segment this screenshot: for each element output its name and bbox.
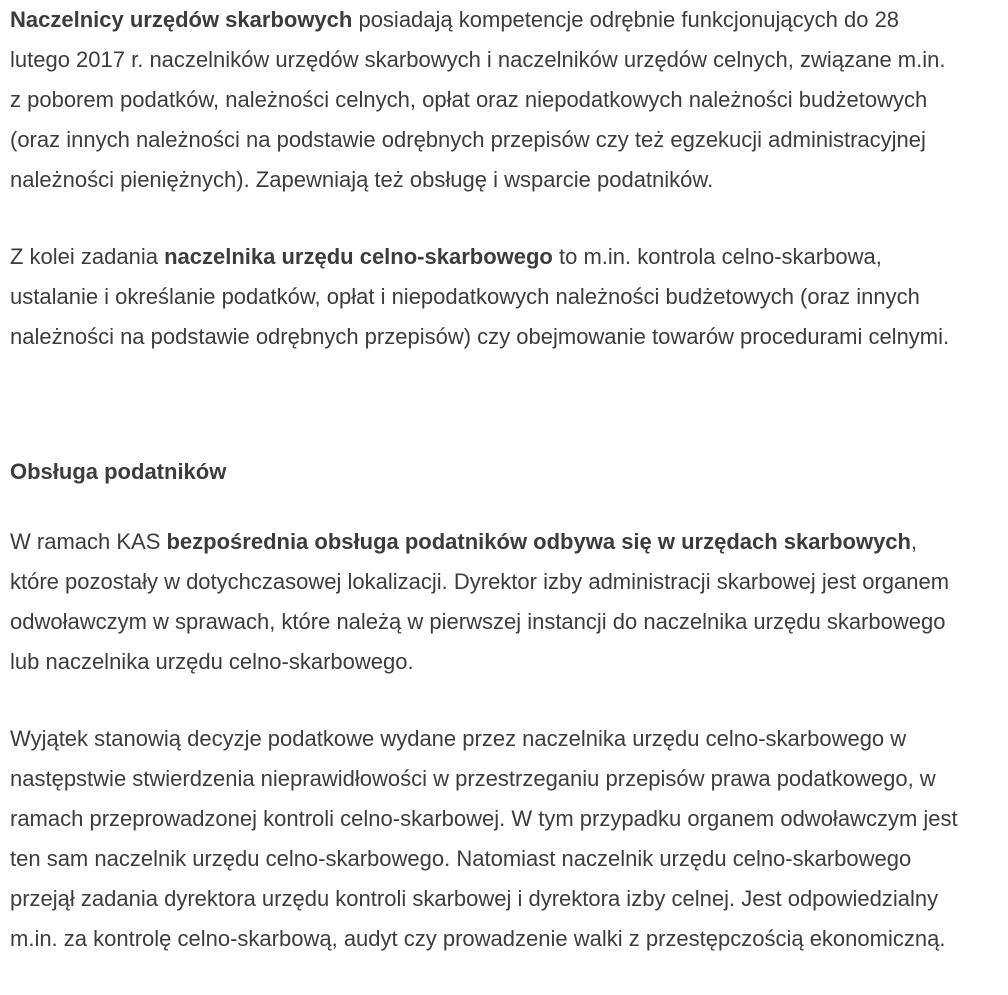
text-line	[10, 120, 1008, 160]
text-segment: W ramach KAS	[10, 529, 167, 554]
text-segment: odwoławczym w sprawach, które należą w pierwszej instancji do naczelnika urzędu skarbowego	[10, 609, 946, 634]
text-line	[10, 839, 1008, 879]
text-line	[10, 919, 1008, 959]
text-segment: które pozostały w dotychczasowej lokalizacji. Dyrektor izby administracji skarbowej jest organem	[10, 569, 950, 594]
text-line	[10, 317, 1008, 357]
text-line	[10, 759, 1008, 799]
bold-text-segment: Naczelnicy urzędów skarbowych	[10, 7, 353, 32]
text-segment: ,	[910, 529, 918, 554]
bold-text-segment: naczelnika urzędu celno-skarbowego	[164, 244, 553, 269]
text-line	[10, 80, 1008, 120]
text-line	[10, 642, 1008, 682]
text-segment: lutego 2017 r. naczelników urzędów skarbowych i naczelników urzędów celnych, związane m.in.	[10, 47, 946, 72]
text-line	[10, 799, 1008, 839]
text-segment: Z kolei zadania	[10, 244, 165, 269]
text-segment: należności na podstawie odrębnych przepisów) czy obejmowanie towarów procedurami celnymi.	[10, 324, 950, 349]
text-segment: (oraz innych należności na podstawie odrębnych przepisów czy też egzekucji administracyjnej	[10, 127, 926, 152]
text-line	[10, 562, 1008, 602]
text-segment: posiadają kompetencje odrębnie funkcjonujących do 28	[352, 7, 900, 32]
text-segment: to m.in. kontrola celno-skarbowa,	[552, 244, 882, 269]
text-segment: z poborem podatków, należności celnych, opłat oraz niepodatkowych należności budżetowych	[10, 87, 928, 112]
text-segment: przejął zadania dyrektora urzędu kontroli skarbowej i dyrektora izby celnej. Jest odpowiedzialny	[10, 886, 939, 911]
text-line	[10, 0, 1008, 40]
paragraph-naczelnicy-urzedow-skarbowych	[10, 0, 1008, 200]
text-segment: Wyjątek stanowią decyzje podatkowe wydane przez naczelnika urzędu celno-skarbowego w	[10, 726, 907, 751]
text-line	[10, 602, 1008, 642]
text-segment: ustalanie i określanie podatków, opłat i niepodatkowych należności budżetowych (oraz innych	[10, 284, 920, 309]
text-segment: ten sam naczelnik urzędu celno-skarbowego. Natomiast naczelnik urzędu celno-skarbowego	[10, 846, 912, 871]
paragraph-obsluga-w-urzedach-skarbowych	[10, 522, 1008, 682]
text-line	[10, 237, 1008, 277]
text-segment: m.in. za kontrolę celno-skarbową, audyt czy prowadzenie walki z przestępczością ekonomiczną.	[10, 926, 946, 951]
section-heading-obsluga-podatnikow: Obsługa podatników	[10, 459, 227, 484]
text-segment: ramach przeprowadzonej kontroli celno-skarbowej. W tym przypadku organem odwoławczym jest	[10, 806, 958, 831]
text-line	[10, 522, 1008, 562]
text-segment: lub naczelnika urzędu celno-skarbowego.	[10, 649, 414, 674]
text-line	[10, 40, 1008, 80]
paragraph-naczelnik-urzedu-celno-skarbowego	[10, 237, 1008, 357]
article-body	[10, 0, 1008, 959]
text-line	[10, 879, 1008, 919]
text-line	[10, 277, 1008, 317]
paragraph-wyjatek-decyzje-podatkowe	[10, 719, 1008, 959]
text-line	[10, 160, 1008, 200]
text-line	[10, 719, 1008, 759]
text-segment: należności pieniężnych). Zapewniają też obsługę i wsparcie podatników.	[10, 167, 714, 192]
text-segment: następstwie stwierdzenia nieprawidłowości w przestrzeganiu przepisów prawa podatkowego, w	[10, 766, 936, 791]
bold-text-segment: bezpośrednia obsługa podatników odbywa się w urzędach skarbowych	[166, 529, 911, 554]
